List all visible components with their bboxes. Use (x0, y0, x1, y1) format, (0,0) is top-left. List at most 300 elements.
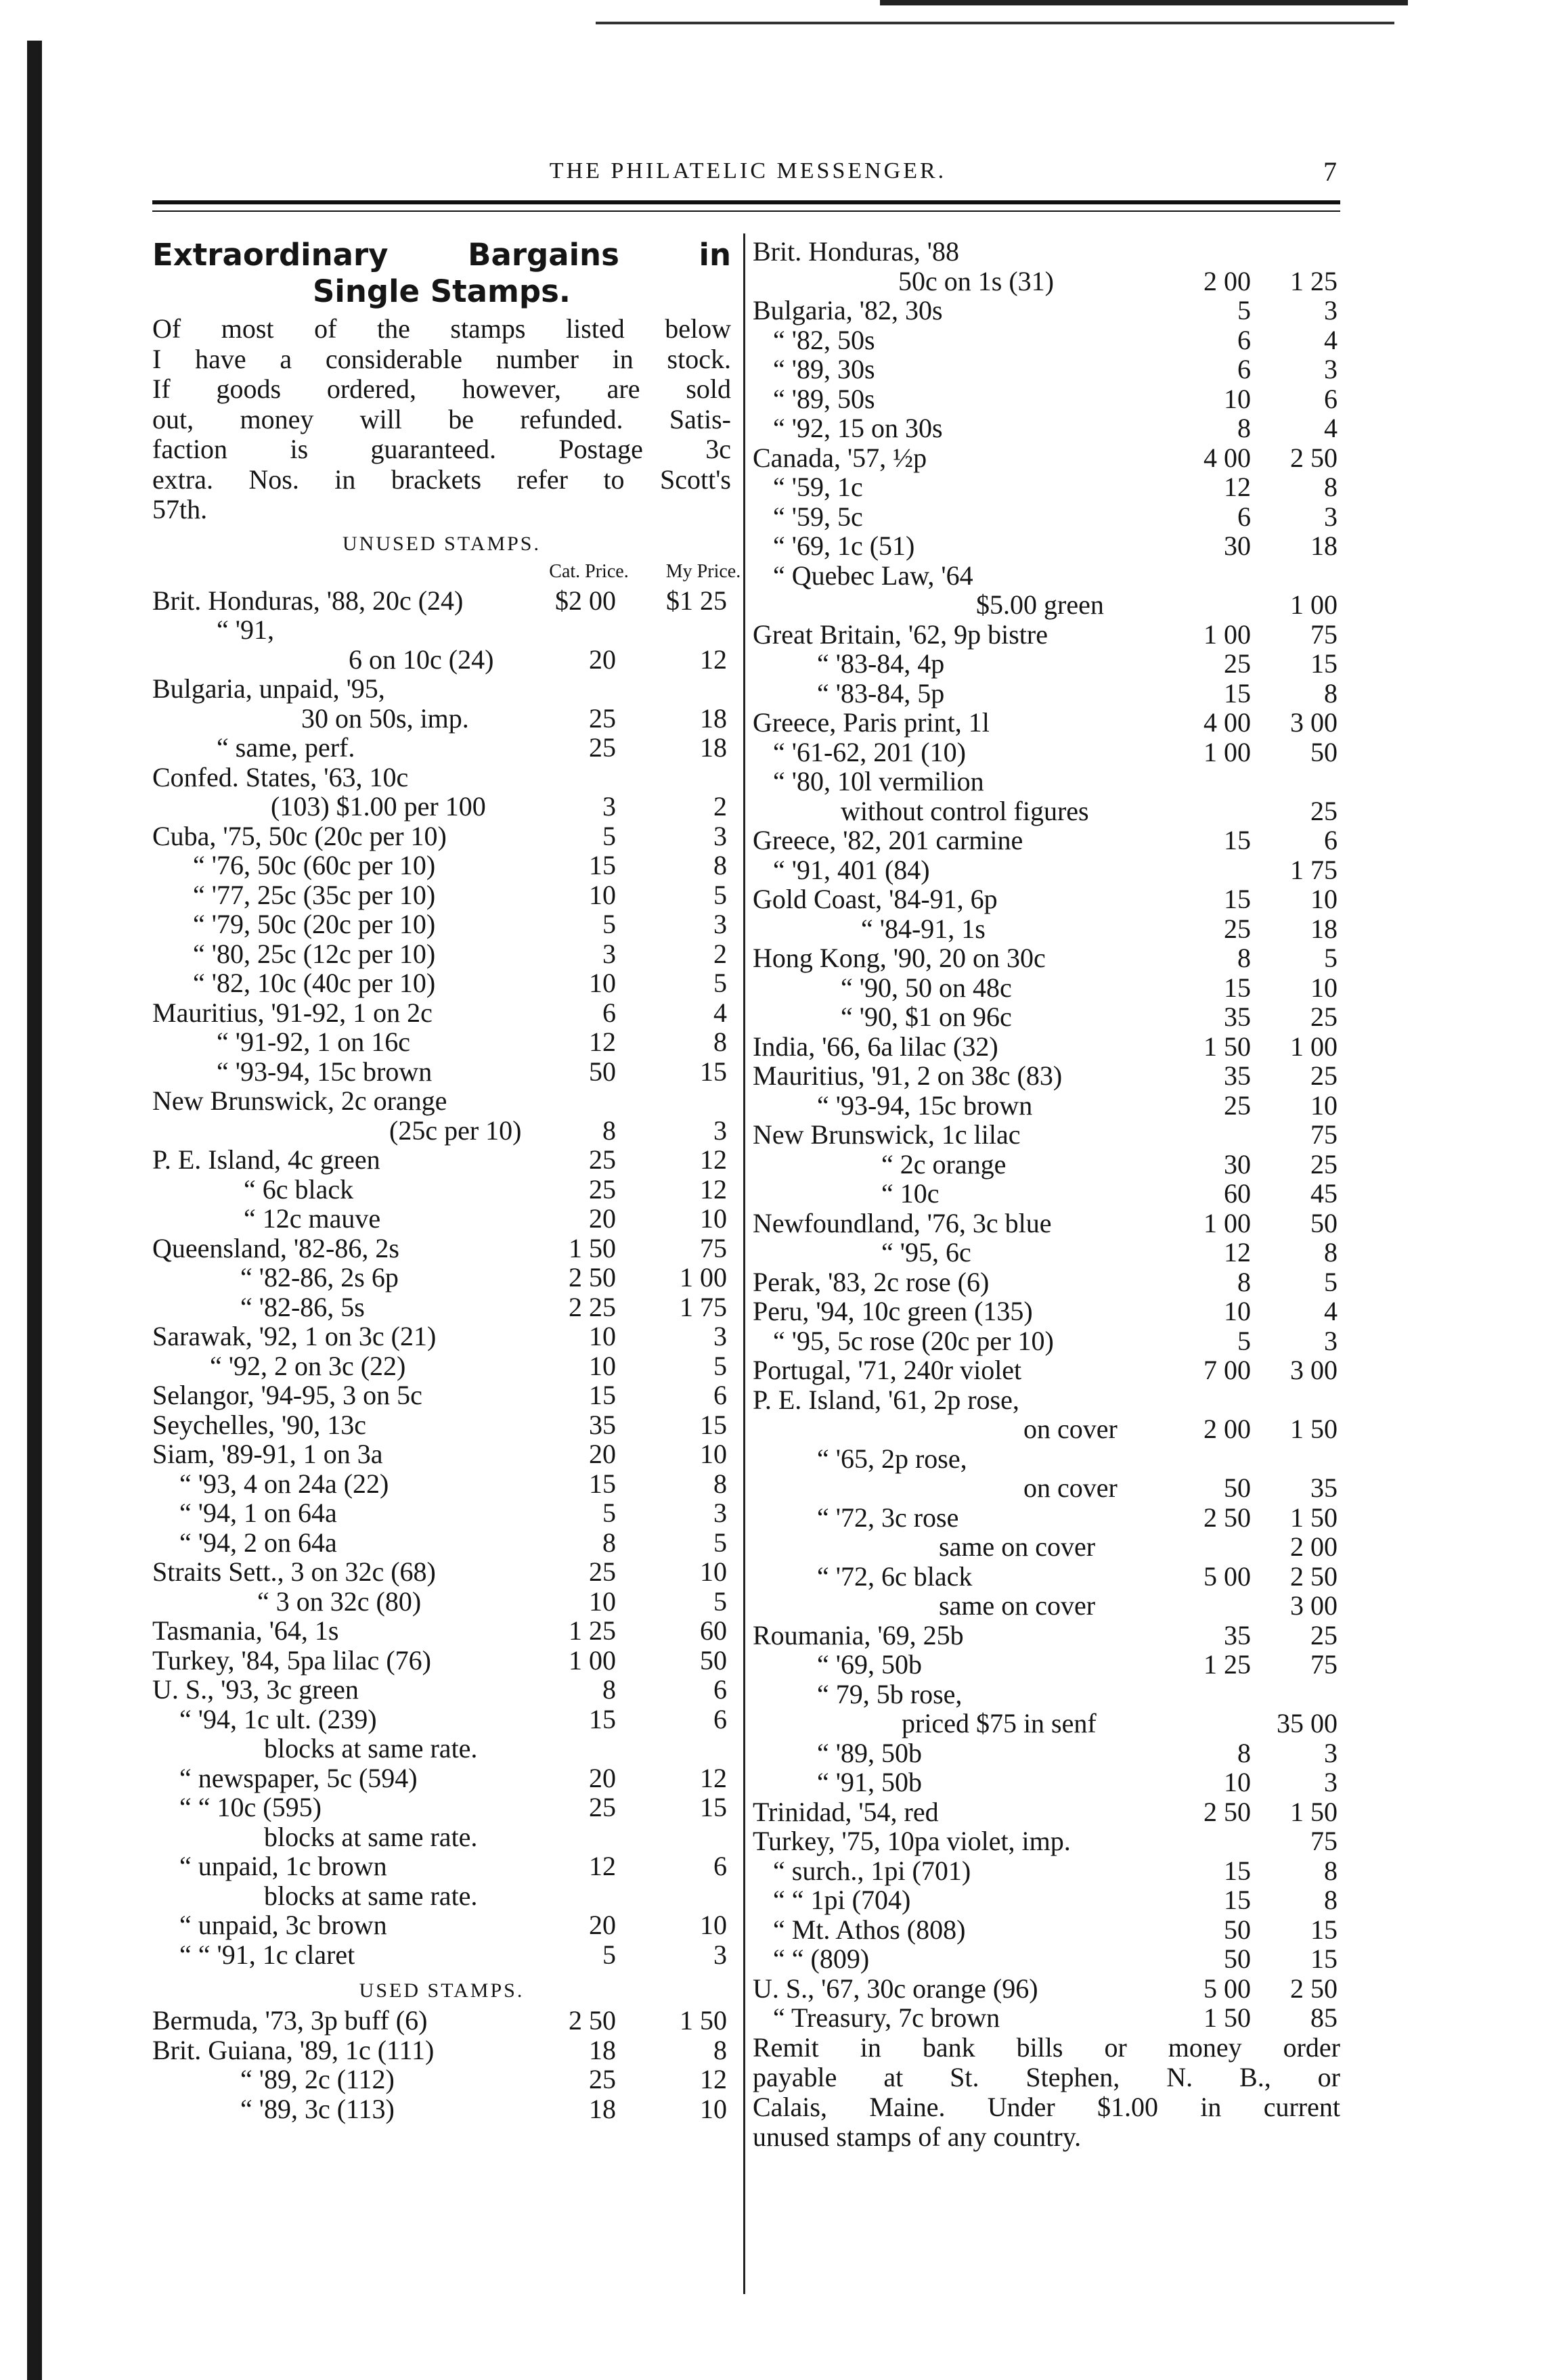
stamp-description: “ '72, 6c black (817, 1561, 973, 1592)
stamp-description: “ unpaid, 1c brown (179, 1851, 387, 1881)
my-price: 3 (713, 909, 727, 939)
heading-word: in (699, 237, 731, 273)
my-price: 6 (1324, 383, 1338, 414)
catalogue-price: 8 (602, 1674, 616, 1705)
stamp-description: “ '69, 50b (817, 1649, 922, 1680)
stamp-row (152, 1793, 731, 1822)
stamp-row (753, 1915, 1340, 1945)
stamp-row (753, 384, 1340, 414)
stamp-row (152, 1322, 731, 1351)
stamp-description: “ '91, 401 (84) (773, 854, 930, 885)
stamp-description: “ newspaper, 5c (594) (179, 1762, 418, 1793)
catalogue-price: 15 (589, 1468, 616, 1499)
stamp-description: “ '90, 50 on 48c (841, 972, 1012, 1003)
catalogue-price: 50 (1224, 1473, 1251, 1503)
my-price: 12 (700, 644, 727, 675)
my-price: 8 (713, 1468, 727, 1499)
stamp-row (152, 1057, 731, 1087)
my-price: 2 (713, 938, 727, 969)
stamp-description: “ Mt. Athos (808) (773, 1914, 966, 1945)
catalogue-price: 25 (589, 1173, 616, 1205)
catalogue-price: 1 00 (569, 1644, 616, 1676)
stamp-description: “ '79, 50c (20c per 10) (193, 909, 436, 939)
my-price: 4 (1324, 324, 1338, 355)
stamp-row (152, 1380, 731, 1410)
stamp-description: “ “ 1pi (704) (773, 1885, 911, 1915)
catalogue-price: 15 (1224, 677, 1251, 709)
stamp-row (152, 1116, 731, 1146)
catalogue-price: 5 (602, 820, 616, 851)
my-price: 10 (700, 1439, 727, 1469)
stamp-description: “ '59, 5c (773, 501, 863, 532)
stamp-row (152, 1705, 731, 1734)
stamp-row (753, 943, 1340, 973)
catalogue-price: 15 (589, 1703, 616, 1734)
stamp-row (753, 1621, 1340, 1651)
heading-word: Bargains (468, 237, 619, 273)
stamp-description: “ '89, 30s (773, 354, 875, 384)
stamp-row (753, 1944, 1340, 1974)
catalogue-price: 1 25 (1203, 1649, 1251, 1680)
my-price: 18 (700, 732, 727, 763)
catalogue-price: 12 (589, 1027, 616, 1057)
my-price: 2 (713, 791, 727, 822)
stamp-row (753, 1473, 1340, 1503)
header-rule-thick (152, 200, 1340, 204)
catalogue-price: 2 50 (1203, 1502, 1251, 1533)
heading-word: Extraordinary (152, 237, 389, 273)
cat-price-header: Cat. Price. (549, 560, 629, 582)
catalogue-price: $2 00 (555, 585, 616, 616)
my-price: 1 75 (1290, 854, 1338, 885)
stamp-row (753, 413, 1340, 443)
catalogue-price: 5 (602, 1939, 616, 1970)
stamp-row (152, 1439, 731, 1469)
stamp-description: blocks at same rate. (264, 1880, 478, 1911)
catalogue-price: 25 (1224, 913, 1251, 944)
stamp-row (753, 1885, 1340, 1915)
my-price: 1 50 (680, 2005, 727, 2036)
unused-stamps-list (152, 586, 731, 1970)
my-price: 1 25 (1290, 265, 1338, 296)
stamp-row (152, 1646, 731, 1676)
my-price: 6 (713, 1851, 727, 1881)
catalogue-price: 25 (1224, 648, 1251, 679)
stamp-row (152, 910, 731, 939)
stamp-description: on cover (1023, 1414, 1118, 1444)
stamp-description: “ '93-94, 15c brown (817, 1090, 1033, 1121)
catalogue-price: 2 50 (569, 1262, 616, 1293)
my-price: 3 00 (1290, 1355, 1338, 1385)
catalogue-price: 50 (589, 1056, 616, 1087)
remittance-note (753, 2033, 1340, 2152)
stamp-description: Bulgaria, unpaid, '95, (152, 673, 385, 704)
catalogue-price: 18 (589, 2034, 616, 2065)
stamp-description: “ “ '91, 1c claret (179, 1939, 355, 1970)
catalogue-price: 15 (1224, 825, 1251, 855)
stamp-description: “ '69, 1c (51) (773, 531, 915, 561)
stamp-description: U. S., '93, 3c green (152, 1674, 359, 1705)
catalogue-price: 7 00 (1203, 1355, 1251, 1385)
stamp-description: Roumania, '69, 25b (753, 1619, 964, 1651)
stamp-row (753, 1591, 1340, 1621)
my-price: 35 (1310, 1473, 1338, 1503)
catalogue-price: 2 00 (1203, 1414, 1251, 1444)
catalogue-price: 1 00 (1203, 736, 1251, 767)
stamp-row (753, 1209, 1340, 1238)
catalogue-price: 35 (1224, 1619, 1251, 1651)
my-price: 12 (700, 1173, 727, 1205)
intro-paragraph (152, 314, 731, 525)
stamp-row (753, 826, 1340, 855)
my-price: 8 (713, 2034, 727, 2065)
stamp-description: “ '61-62, 201 (10) (773, 736, 966, 767)
stamp-description: 30 on 50s, imp. (301, 702, 469, 734)
unused-stamps-heading: UNUSED STAMPS. (343, 532, 541, 555)
catalogue-price: 3 (602, 938, 616, 969)
stamp-description: “ 10c (881, 1178, 940, 1209)
stamp-row (152, 1557, 731, 1587)
catalogue-price: 20 (589, 1439, 616, 1469)
stamp-description: Great Britain, '62, 9p bistre (753, 619, 1048, 650)
my-price: 75 (1310, 1826, 1338, 1856)
right-stamps-list (753, 237, 1340, 2033)
catalogue-price: 20 (589, 1910, 616, 1940)
catalogue-price: 10 (589, 968, 616, 998)
stamp-row (753, 237, 1340, 267)
stamp-description: Tasmania, '64, 1s (152, 1615, 339, 1646)
catalogue-price: 35 (589, 1409, 616, 1440)
stamp-description: “ '77, 25c (35c per 10) (193, 879, 436, 910)
my-price: 5 (713, 968, 727, 998)
stamp-row (753, 767, 1340, 796)
stamp-row (753, 973, 1340, 1003)
stamp-description: “ '89, 50s (773, 383, 875, 414)
stamp-row (152, 998, 731, 1028)
my-price: 25 (1310, 1002, 1338, 1032)
stamp-description: “ 2c orange (881, 1148, 1007, 1180)
catalogue-price: 12 (589, 1851, 616, 1881)
my-price: 2 50 (1290, 442, 1338, 473)
my-price: 3 (713, 1321, 727, 1351)
my-price: 8 (1324, 677, 1338, 709)
stamp-description: Mauritius, '91, 2 on 38c (83) (753, 1060, 1063, 1091)
my-price: 1 00 (1290, 1031, 1338, 1062)
my-price: 45 (1310, 1178, 1338, 1209)
stamp-description: Turkey, '75, 10pa violet, imp. (753, 1826, 1071, 1856)
my-price: 1 50 (1290, 1502, 1338, 1533)
stamp-row (152, 1086, 731, 1116)
stamp-description: P. E. Island, '61, 2p rose, (753, 1384, 1019, 1415)
my-price: 15 (1310, 648, 1338, 679)
catalogue-price: 1 50 (1203, 2002, 1251, 2033)
stamp-row (152, 1910, 731, 1940)
my-price: 5 (713, 879, 727, 910)
catalogue-price: 8 (1237, 413, 1251, 443)
note-line: Remit in bank bills or money order (753, 2031, 1340, 2063)
stamp-description: “ '94, 2 on 64a (179, 1527, 337, 1558)
stamp-description: “ '80, 10l vermilion (773, 766, 984, 796)
stamp-description: “ '93-94, 15c brown (217, 1056, 433, 1087)
right-column (753, 237, 1340, 2152)
catalogue-price: 25 (1224, 1090, 1251, 1121)
my-price: 2 00 (1290, 1531, 1338, 1562)
stamp-row (152, 1469, 731, 1499)
stamp-row (753, 1267, 1340, 1297)
my-price: 3 00 (1290, 707, 1338, 738)
stamp-description: “ 6c black (244, 1173, 354, 1205)
stamp-row (753, 1444, 1340, 1474)
my-price: 12 (700, 1144, 727, 1175)
my-price: 10 (1310, 1090, 1338, 1121)
stamp-description: “ '92, 15 on 30s (773, 413, 943, 443)
stamp-description: (103) $1.00 per 100 (271, 791, 486, 822)
catalogue-price: 6 (602, 997, 616, 1028)
catalogue-price: 35 (1224, 1060, 1251, 1091)
stamp-row (753, 325, 1340, 355)
stamp-description: “ “ (809) (773, 1944, 870, 1974)
catalogue-price: 1 50 (569, 1232, 616, 1263)
catalogue-price: 30 (1224, 531, 1251, 561)
stamp-row (753, 1532, 1340, 1562)
stamp-row (152, 1204, 731, 1234)
stamp-row (152, 1764, 731, 1793)
catalogue-price: 10 (1224, 1767, 1251, 1797)
my-price: 15 (700, 1056, 727, 1087)
my-price: 8 (1324, 1855, 1338, 1886)
stamp-row (753, 914, 1340, 944)
my-price: 8 (713, 850, 727, 880)
catalogue-price: 20 (589, 1762, 616, 1793)
stamp-description: (25c per 10) (389, 1115, 522, 1146)
catalogue-price: 4 00 (1203, 707, 1251, 738)
stamp-description: U. S., '67, 30c orange (96) (753, 1973, 1038, 2004)
stamp-description: “ 12c mauve (244, 1203, 381, 1234)
catalogue-price: 1 50 (1203, 1031, 1251, 1062)
my-price: 3 (713, 1939, 727, 1970)
stamp-row (753, 679, 1340, 709)
stamp-row (753, 1503, 1340, 1533)
stamp-row (753, 1414, 1340, 1444)
header-rule-thin (152, 210, 1340, 212)
catalogue-price: 10 (589, 1350, 616, 1381)
stamp-row (152, 1410, 731, 1440)
my-price: 8 (713, 1027, 727, 1057)
catalogue-price: 10 (589, 879, 616, 910)
stamp-description: “ '83-84, 4p (817, 648, 945, 679)
my-price: 60 (700, 1615, 727, 1646)
article-heading (152, 237, 731, 310)
stamp-row (753, 1680, 1340, 1709)
catalogue-price: 8 (602, 1115, 616, 1146)
stamp-row (152, 968, 731, 998)
running-title: THE PHILATELIC MESSENGER. (549, 158, 947, 183)
intro-line: Of most of the stamps listed below (152, 313, 731, 344)
stamp-description: “ '59, 1c (773, 472, 863, 502)
my-price: 2 50 (1290, 1973, 1338, 2004)
my-price: 3 (713, 1498, 727, 1528)
stamp-row (753, 1826, 1340, 1856)
catalogue-price: 5 00 (1203, 1561, 1251, 1592)
stamp-row (753, 1768, 1340, 1797)
catalogue-price: 12 (1224, 1237, 1251, 1267)
stamp-description: Selangor, '94-95, 3 on 5c (152, 1380, 422, 1410)
catalogue-price: 2 50 (1203, 1796, 1251, 1827)
my-price: 85 (1310, 2002, 1338, 2033)
stamp-description: “ '89, 3c (113) (240, 2093, 395, 2124)
catalogue-price: 5 (1237, 1325, 1251, 1356)
scan-top-line (596, 22, 1394, 24)
catalogue-price: 35 (1224, 1002, 1251, 1032)
my-price: 3 (713, 1115, 727, 1146)
stamp-description: without control figures (841, 795, 1089, 826)
stamp-description: “ '83-84, 5p (817, 677, 945, 709)
stamp-description: Hong Kong, '90, 20 on 30c (753, 943, 1046, 973)
stamp-row (152, 939, 731, 969)
stamp-row (753, 1061, 1340, 1091)
catalogue-price: 25 (589, 702, 616, 734)
stamp-row (753, 708, 1340, 738)
stamp-description: Greece, Paris print, 1l (753, 707, 990, 738)
page-header (152, 150, 1344, 191)
stamp-description: “ '94, 1c ult. (239) (179, 1703, 377, 1734)
my-price: 3 (713, 820, 727, 851)
catalogue-price: 10 (1224, 383, 1251, 414)
stamp-row (152, 1616, 731, 1646)
my-price: 6 (713, 1674, 727, 1705)
my-price: 50 (1310, 1207, 1338, 1238)
stamp-row (753, 1738, 1340, 1768)
catalogue-price: 5 (1237, 295, 1251, 325)
intro-line: extra. Nos. in brackets refer to Scott's (152, 464, 731, 495)
my-price: 3 (1324, 1767, 1338, 1797)
my-price: 3 00 (1290, 1590, 1338, 1621)
catalogue-price: 60 (1224, 1178, 1251, 1209)
my-price: 4 (1324, 1296, 1338, 1326)
catalogue-price: 2 50 (569, 2005, 616, 2036)
my-price: 3 (1324, 354, 1338, 384)
stamp-row (152, 792, 731, 822)
stamp-row (152, 645, 731, 675)
my-price: 10 (700, 2093, 727, 2124)
stamp-row (753, 1238, 1340, 1267)
my-price: 1 50 (1290, 1414, 1338, 1444)
intro-line: out, money will be refunded. Satis- (152, 403, 731, 434)
catalogue-price: 5 (602, 1498, 616, 1528)
stamp-description: Portugal, '71, 240r violet (753, 1355, 1022, 1385)
my-price: 15 (700, 1792, 727, 1822)
stamp-row (753, 1091, 1340, 1121)
my-price: 50 (700, 1644, 727, 1676)
my-price: 25 (1310, 1148, 1338, 1180)
stamp-row (152, 1822, 731, 1852)
catalogue-price: 10 (589, 1586, 616, 1617)
stamp-row (152, 1175, 731, 1205)
catalogue-price: 3 (602, 791, 616, 822)
my-price: 5 (1324, 943, 1338, 973)
stamp-row (753, 1562, 1340, 1592)
my-price: 15 (700, 1409, 727, 1440)
stamp-row (753, 1385, 1340, 1415)
catalogue-price: 8 (1237, 1737, 1251, 1768)
stamp-description: “ '82-86, 2s 6p (240, 1262, 399, 1293)
stamp-description: Greece, '82, 201 carmine (753, 825, 1023, 855)
stamp-description: Seychelles, '90, 13c (152, 1409, 367, 1440)
my-price: 18 (700, 702, 727, 734)
stamp-row (152, 2006, 731, 2036)
my-price: 4 (713, 997, 727, 1028)
catalogue-price: 25 (589, 1144, 616, 1175)
my-price: $1 25 (666, 585, 727, 616)
stamp-row (753, 1709, 1340, 1738)
stamp-row (152, 2065, 731, 2094)
stamp-description: Newfoundland, '76, 3c blue (753, 1207, 1052, 1238)
page-number: 7 (1323, 156, 1337, 187)
stamp-row (753, 1120, 1340, 1150)
catalogue-price: 25 (589, 1792, 616, 1822)
stamp-description: Cuba, '75, 50c (20c per 10) (152, 820, 447, 851)
my-price: 8 (1324, 1885, 1338, 1915)
catalogue-price: 15 (589, 1380, 616, 1410)
stamp-description: Trinidad, '54, red (753, 1796, 939, 1827)
stamp-description: Perak, '83, 2c rose (6) (753, 1266, 990, 1297)
my-price: 18 (1310, 531, 1338, 561)
stamp-row (152, 1528, 731, 1558)
my-price: 6 (713, 1703, 727, 1734)
stamp-row (753, 1650, 1340, 1680)
stamp-row (152, 2094, 731, 2124)
catalogue-price: 5 00 (1203, 1973, 1251, 2004)
stamp-row (753, 884, 1340, 914)
stamp-row (152, 674, 731, 704)
catalogue-price: 2 25 (569, 1291, 616, 1322)
stamp-description: “ '95, 5c rose (20c per 10) (773, 1325, 1054, 1356)
catalogue-price: 25 (589, 1556, 616, 1587)
stamp-row (152, 763, 731, 792)
stamp-row (753, 1974, 1340, 2004)
my-price: 35 00 (1277, 1708, 1338, 1738)
my-price: 75 (1310, 1649, 1338, 1680)
stamp-description: blocks at same rate. (264, 1733, 478, 1764)
stamp-description: “ '92, 2 on 3c (22) (210, 1350, 406, 1381)
catalogue-price: 50 (1224, 1914, 1251, 1945)
stamp-description: Brit. Honduras, '88, 20c (24) (152, 585, 464, 616)
my-price: 5 (713, 1527, 727, 1558)
my-price: 6 (713, 1380, 727, 1410)
stamp-row (753, 472, 1340, 502)
stamp-description: “ '72, 3c rose (817, 1502, 959, 1533)
intro-line: 57th. (152, 494, 208, 524)
stamp-row (753, 267, 1340, 296)
stamp-description: “ '82, 10c (40c per 10) (193, 968, 436, 998)
my-price: 12 (700, 2064, 727, 2094)
stamp-row (152, 704, 731, 734)
catalogue-price: 20 (589, 644, 616, 675)
my-price: 12 (700, 1762, 727, 1793)
catalogue-price: 15 (1224, 1885, 1251, 1915)
stamp-description: Bermuda, '73, 3p buff (6) (152, 2005, 428, 2036)
stamp-row (753, 855, 1340, 885)
my-price: 6 (1324, 825, 1338, 855)
stamp-row (753, 1355, 1340, 1385)
catalogue-price: 25 (589, 2064, 616, 2094)
stamp-description: Siam, '89-91, 1 on 3a (152, 1439, 383, 1469)
stamp-row (152, 1263, 731, 1293)
stamp-description: blocks at same rate. (264, 1821, 478, 1852)
catalogue-price: 20 (589, 1203, 616, 1234)
my-price: 1 75 (680, 1291, 727, 1322)
my-price: 50 (1310, 736, 1338, 767)
